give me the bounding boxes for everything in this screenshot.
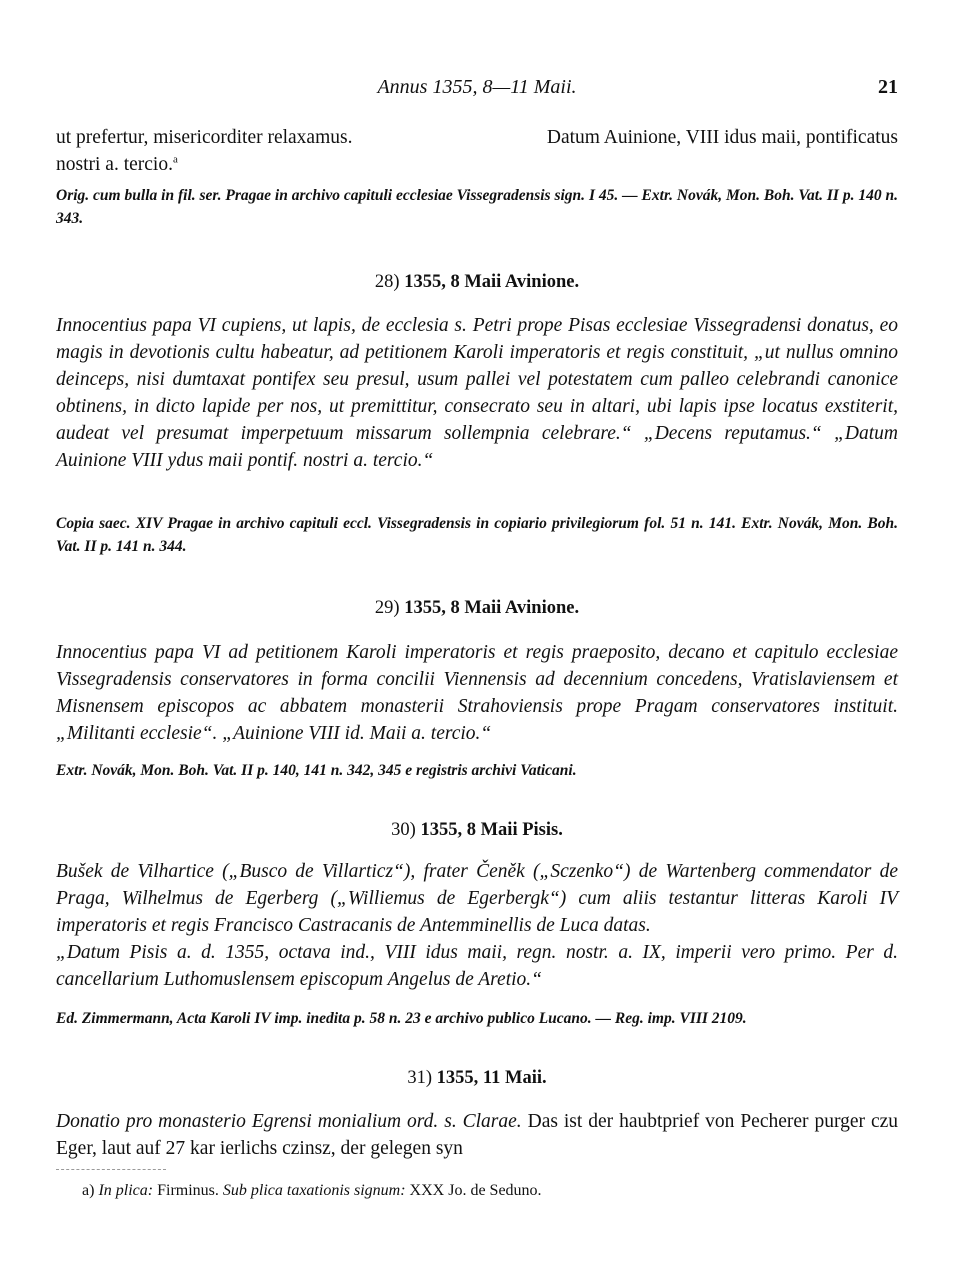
entry-31-heading	[56, 1068, 898, 1089]
entry-29-regest: Innocentius papa VI ad petitionem Karoli imperatoris et regis praeposito, decano et capitulo ecclesiae Vissegradensis conservatores in forma concilii Viennensis ad decennium concedens, Vratislaviensem et Misnensem episcopos ac abbatem monasterii Strahoviensis prope Pragam conservatores instituit. „Militanti ecclesie“. „Auinione VIII id. Maii a. tercio.“	[56, 642, 898, 744]
intro-line2: nostri a. tercio.	[56, 154, 173, 175]
entry-29-source-note: Extr. Novák, Mon. Boh. Vat. II p. 140, 141 n. 342, 345 e registris archivi Vaticani.	[56, 762, 577, 779]
entry-29-heading	[56, 598, 898, 619]
entry-30-date-place: 1355, 8 Maii Pisis.	[420, 820, 563, 840]
entry-31-text	[56, 1108, 898, 1162]
footnote-marker: a	[172, 153, 178, 166]
intro-continuation	[56, 124, 898, 178]
entry-28-date-place: 1355, 8 Maii Avinione.	[404, 272, 580, 292]
footnote-label: In plica:	[98, 1182, 154, 1199]
intro-line1-left: ut prefertur, misericorditer relaxamus.	[56, 127, 353, 148]
footnote-text2: XXX Jo. de Seduno.	[409, 1182, 542, 1199]
entry-31-german-text: Das ist der haubtprief von Pecherer purger czu Eger, laut auf 27 kar ierlichs czinsz, der gelegen syn	[56, 1111, 898, 1159]
running-head	[56, 76, 898, 102]
entry-30-number: 30)	[391, 820, 416, 840]
footnote-text1: Firminus.	[157, 1182, 219, 1199]
entry-31-date-place: 1355, 11 Maii.	[436, 1068, 547, 1088]
entry-30-regest: Bušek de Vilhartice („Busco de Villarticz“), frater Čeněk („Sczenko“) de Wartenberg commendator de Praga, Wilhelmus de Egerberg („Williemus de Egerbergk“) cum aliis testantur litteras Karoli IV imperatoris et regis Francisco Castracanis de Antemminellis de Luca datas.	[56, 861, 898, 936]
entry-31-regest: Donatio pro monasterio Egrensi monialium ord. s. Clarae.	[56, 1111, 522, 1132]
entry-30-source-note: Ed. Zimmermann, Acta Karoli IV imp. inedita p. 58 n. 23 e archivo publico Lucano. — Reg. imp. VIII 2109.	[56, 1010, 747, 1027]
entry-29-date-place: 1355, 8 Maii Avinione.	[404, 598, 580, 618]
footnote-mark: a)	[82, 1182, 95, 1199]
entry-30-heading	[56, 820, 898, 841]
entry-31-number: 31)	[407, 1068, 433, 1088]
entry-30-dating-clause: „Datum Pisis a. d. 1355, octava ind., VIII idus maii, regn. nostr. a. IX, imperii vero primo. Per d. cancellarium Luthomuslensem episcopum Angelus de Aretio.“	[56, 942, 898, 990]
entry-28-source-note: Copia saec. XIV Pragae in archivo capituli eccl. Vissegradensis in copiario privilegiorum fol. 51 n. 141. Extr. Novák, Mon. Boh. Vat. II p. 141 n. 344.	[56, 515, 898, 555]
entry-28-heading	[56, 272, 898, 293]
running-title: Annus 1355, 8—11 Maii.	[377, 76, 577, 98]
entry-28-number: 28)	[374, 272, 400, 292]
footnote	[56, 1180, 898, 1202]
entry-29-number: 29)	[374, 598, 400, 618]
footnote-label2: Sub plica taxationis signum:	[222, 1182, 406, 1199]
footnote-rule	[56, 1169, 166, 1170]
intro-line1-right: Datum Auinione, VIII idus maii, pontificatus	[546, 127, 898, 148]
entry-28-regest: Innocentius papa VI cupiens, ut lapis, de ecclesia s. Petri prope Pisas ecclesiae Vissegradensi donatus, eo magis in devotionis cultu habeatur, ad petitionem Karoli imperatoris et regis constituit, „ut nullus omnino deinceps, nisi dumtaxat pontifex seu presul, usum pallei vel potestatem cum palleo celebrandi canonice obtinens, in dicto lapide per nos, ut premittitur, consecrato seu in altari, ubi lapis ipse locatus exstiterit, audeat vel presumat imperpetuum missarum sollempnia celebrare.“ „Decens reputamus.“ „Datum Auinione VIII ydus maii pontif. nostri a. tercio.“	[56, 315, 898, 471]
intro-source-note: Orig. cum bulla in fil. ser. Pragae in archivo capituli ecclesiae Vissegradensis sign. I 45. — Extr. Novák, Mon. Boh. Vat. II p. 140 n. 343.	[56, 187, 898, 227]
page-number: 21	[878, 76, 898, 98]
